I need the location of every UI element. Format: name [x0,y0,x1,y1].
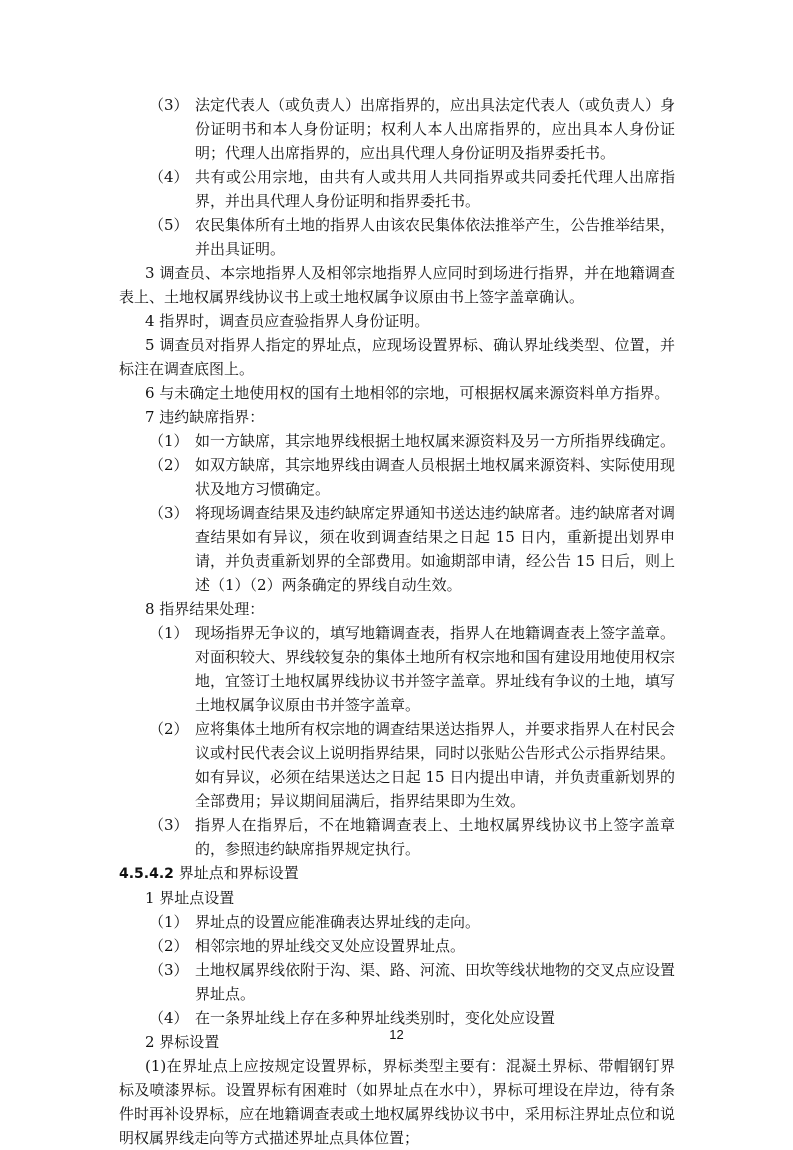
item-number: （2） [149,937,189,955]
numbered-item [119,717,675,813]
item-text: 法定代表人（或负责人）出席指界的，应出具法定代表人（或负责人）身份证明书和本人身份证明；权利人本人出席指界的，应出具本人身份证明；代理人出席指界的，应出具代理人身份证明及指界委托书。 [195,96,676,162]
item-text: 将现场调查结果及违约缺席定界通知书送达违约缺席者。违约缺席者对调查结果如有异议，须在收到调查结果之日起 15 日内，重新提出划界申请，并负责重新划界的全部费用。如逾期部申请，经公告 15 日后，则上述（1）（2）两条确定的界线自动生效。 [195,504,676,594]
item-text: 如一方缺席，其宗地界线根据土地权属来源资料及另一方所指界线确定。 [195,432,676,450]
item-text: 现场指界无争议的，填写地籍调查表，指界人在地籍调查表上签字盖章。对面积较大、界线较复杂的集体土地所有权宗地和国有建设用地使用权宗地，宜签订土地权属界线协议书并签字盖章。界址线有争议的土地，填写土地权属争议原由书并签字盖章。 [195,624,676,714]
item-text: 共有或公用宗地，由共有人或共用人共同指界或共同委托代理人出席指界，并出具代理人身份证明和指界委托书。 [195,168,675,210]
numbered-item [119,621,675,717]
item-text: 农民集体所有土地的指界人由该农民集体依法推举产生，公告推举结果，并出具证明。 [195,216,676,258]
item-number: （1） [149,913,189,931]
item-number: （5） [149,216,189,234]
paragraph: 7 违约缺席指界： [145,408,265,426]
paragraph: 6 与未确定土地使用权的国有土地相邻的宗地，可根据权属来源资料单方指界。 [145,384,670,402]
numbered-item [119,910,675,934]
item-text: 指界人在指界后，不在地籍调查表上、土地权属界线协议书上签字盖章的，参照违约缺席指界规定执行。 [195,816,675,858]
item-number: （3） [149,816,189,834]
item-number: （1） [149,432,189,450]
paragraph: 3 调查员、本宗地指界人及相邻宗地指界人应同时到场进行指界，并在地籍调查表上、土地权属界线协议书上或土地权属争议原由书上签字盖章确认。 [119,264,675,306]
paragraph: 4 指界时，调查员应查验指界人身份证明。 [145,312,430,330]
item-number: （4） [149,1009,189,1027]
item-number: （1） [149,624,189,642]
item-number: （2） [149,720,189,738]
paragraph: 2 界标设置 [145,1033,220,1051]
item-number: （3） [149,96,189,114]
numbered-item [119,93,675,165]
section-number: 4.5.4.2 [119,866,174,882]
numbered-item [119,501,675,597]
section-heading [119,861,675,886]
numbered-item [119,958,675,1006]
item-text: 土地权属界线依附于沟、渠、路、河流、田坎等线状地物的交叉点应设置界址点。 [195,961,676,1003]
paragraph: 5 调查员对指界人指定的界址点，应现场设置界标、确认界址线类型、位置，并标注在调查底图上。 [119,336,675,378]
paragraph: 8 指界结果处理： [145,600,265,618]
item-text: 界址点的设置应能准确表达界址线的走向。 [195,913,481,931]
page-body [119,93,675,1150]
item-number: （2） [149,456,189,474]
numbered-item [119,453,675,501]
item-number: （4） [149,168,189,186]
item-text: 如双方缺席，其宗地界线由调查人员根据土地权属来源资料、实际使用现状及地方习惯确定。 [195,456,676,498]
numbered-item [119,213,675,261]
item-text: 相邻宗地的界址线交叉处应设置界址点。 [195,937,466,955]
item-text: 在一条界址线上存在多种界址线类别时，变化处应设置 [195,1009,556,1027]
paragraph: 1 界址点设置 [145,889,235,907]
item-number: （3） [149,504,189,522]
numbered-item [119,934,675,958]
section-title: 界址点和界标设置 [178,864,299,882]
item-number: （3） [149,961,189,979]
numbered-item [119,429,675,453]
numbered-item [119,165,675,213]
numbered-item [119,813,675,861]
page-number: 12 [389,1027,404,1042]
paragraph: (1)在界址点上应按规定设置界标，界标类型主要有：混凝土界标、带帽钢钉界标及喷漆界标。设置界标有困难时（如界址点在水中），界标可埋设在岸边，待有条件时再补设界标，应在地籍调查表或土地权属界线协议书中，采用标注界址点位和说明权属界线走向等方式描述界址点具体位置； [119,1057,675,1147]
item-text: 应将集体土地所有权宗地的调查结果送达指界人，并要求指界人在村民会议或村民代表会议上说明指界结果，同时以张贴公告形式公示指界结果。如有异议，必须在结果送达之日起 15 日内提出申请，并负责重新划界的全部费用；异议期间届满后，指界结果即为生效。 [195,720,676,810]
